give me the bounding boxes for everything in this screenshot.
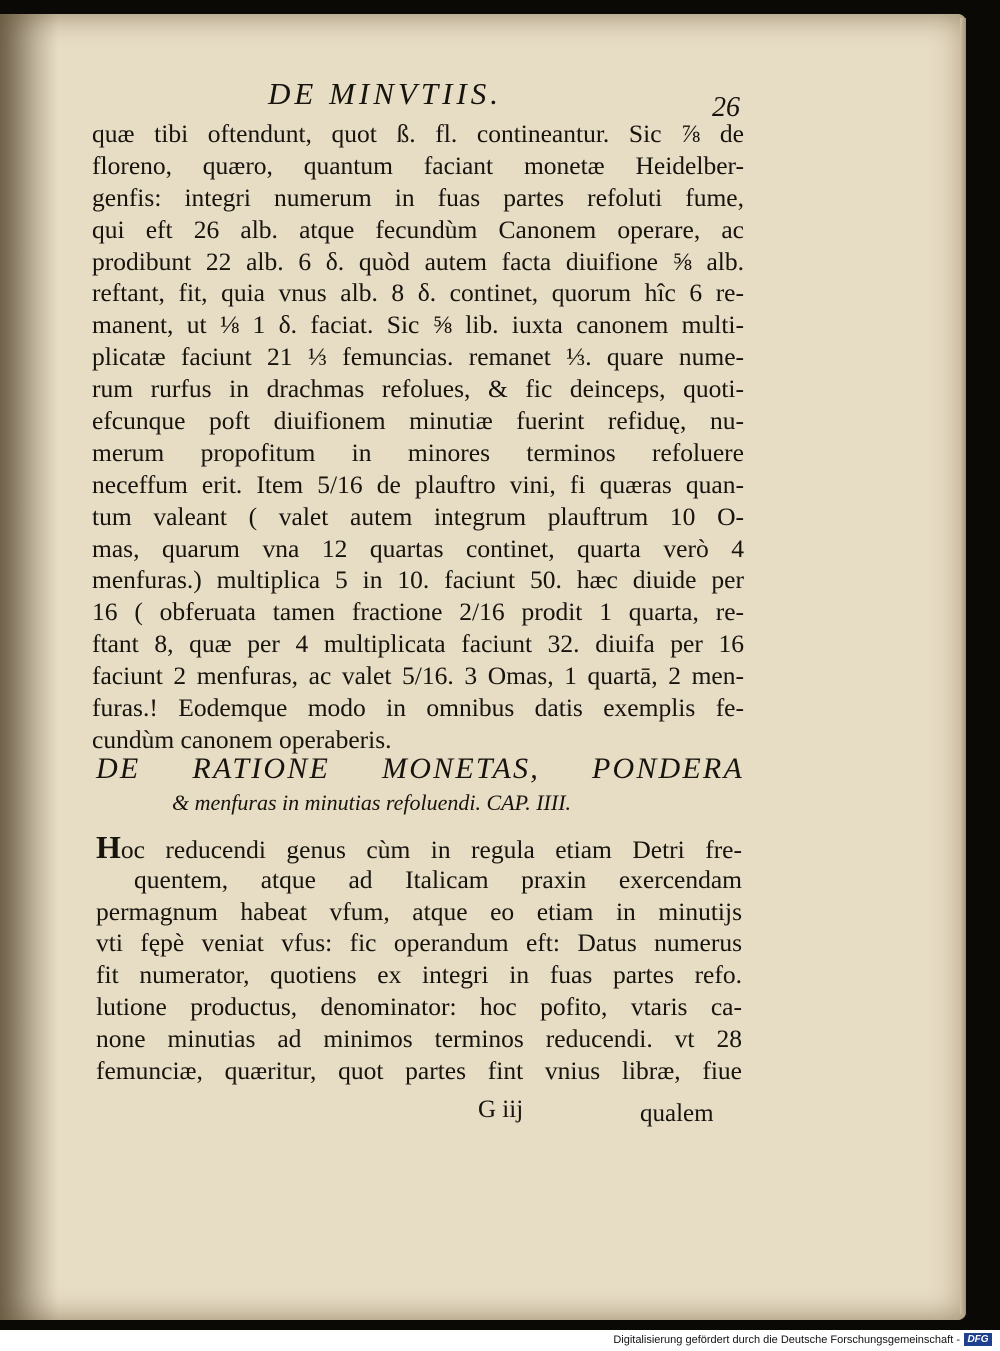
page-edge (960, 18, 966, 1314)
page-number: 26 (712, 92, 740, 123)
text-line: qui eft 26 alb. atque fecundùm Canonem operare, ac (92, 214, 744, 244)
text-line: mas, quarum vna 12 quartas continet, quarta verò 4 (92, 533, 744, 563)
text-line: oc reducendi genus cùm in regula etiam Detri fre- (120, 835, 742, 864)
signature-mark: G iij (478, 1096, 524, 1123)
text-line-first (96, 829, 742, 865)
text-line: fit numerator, quotiens ex integri in fuas partes refo. (96, 960, 742, 990)
text-line: manent, ut ⅛ 1 δ. faciat. Sic ⅝ lib. iuxta canonem multi- (92, 310, 744, 340)
text-line: genfis: integri numerum in fuas partes refoluti fume, (92, 182, 744, 212)
funding-credit: Digitalisierung gefördert durch die Deutsche Forschungsgemeinschaft - (613, 1334, 960, 1346)
text-line: none minutias ad minimos terminos reducendi. vt 28 (96, 1023, 742, 1053)
text-line: 16 ( obferuata tamen fractione 2/16 prodit 1 quarta, re- (92, 597, 744, 627)
text-line: rum rurfus in drachmas refolues, & fic deinceps, quoti- (92, 374, 744, 404)
text-line: menfuras.) multiplica 5 in 10. faciunt 50. hæc diuide per (92, 565, 744, 595)
text-line: ftant 8, quæ per 4 multiplicata faciunt 32. diuifa per 16 (92, 629, 744, 659)
text-line: permagnum habeat vfum, atque eo etiam in minutijs (96, 896, 742, 926)
text-line: neceffum erit. Item 5/16 de plauftro vini, fi quæras quan- (92, 469, 744, 499)
text-line: vti fępè veniat vfus: fic operandum eft: Datus numerus (96, 928, 742, 958)
text-line: reftant, fit, quia vnus alb. 8 δ. continet, quorum hîc 6 re- (92, 278, 744, 308)
drop-cap: H (96, 829, 121, 865)
text-line: tum valeant ( valet autem integrum plauftrum 10 O- (92, 501, 744, 531)
section-heading-subtitle: & menfuras in minutias refoluendi. CAP. IIII. (172, 790, 572, 815)
section-heading (96, 750, 744, 818)
text-line: faciunt 2 menfuras, ac valet 5/16. 3 Omas, 1 quartā, 2 men- (92, 661, 744, 691)
text-line: furas.! Eodemque modo in omnibus datis exemplis fe- (92, 693, 744, 723)
text-line: quentem, atque ad Italicam praxin exercendam (134, 864, 742, 894)
text-line: lutione productus, denominator: hoc pofito, vtaris ca- (96, 991, 742, 1021)
text-line: prodibunt 22 alb. 6 δ. quòd autem facta diuifione ⅝ alb. (92, 246, 744, 276)
text-line: femunciæ, quæritur, quot partes fint vnius libræ, fiue (96, 1055, 742, 1085)
text-line: quæ tibi oftendunt, quot ß. fl. contineantur. Sic ⅞ de (92, 119, 744, 148)
running-head: DE MINVTIIS. (268, 76, 502, 111)
text-line: efcunque poft diuifionem minutiæ fuerint refiduę, nu- (92, 406, 744, 436)
text-line: merum propofitum in minores terminos refoluere (92, 437, 744, 467)
catchword: qualem (640, 1100, 714, 1127)
section-body-text (96, 829, 742, 1086)
dfg-logo-icon: DFG (964, 1333, 992, 1346)
text-line: floreno, quæro, quantum faciant monetæ Heidelber- (92, 150, 744, 180)
body-text (92, 118, 744, 756)
text-line: cundùm canonem operaberis. (92, 724, 392, 754)
text-line: plicatæ faciunt 21 ⅓ femuncias. remanet ⅓. quare nume- (92, 342, 744, 372)
section-heading-title: DE RATIONE MONETAS, PONDERA (96, 752, 744, 785)
